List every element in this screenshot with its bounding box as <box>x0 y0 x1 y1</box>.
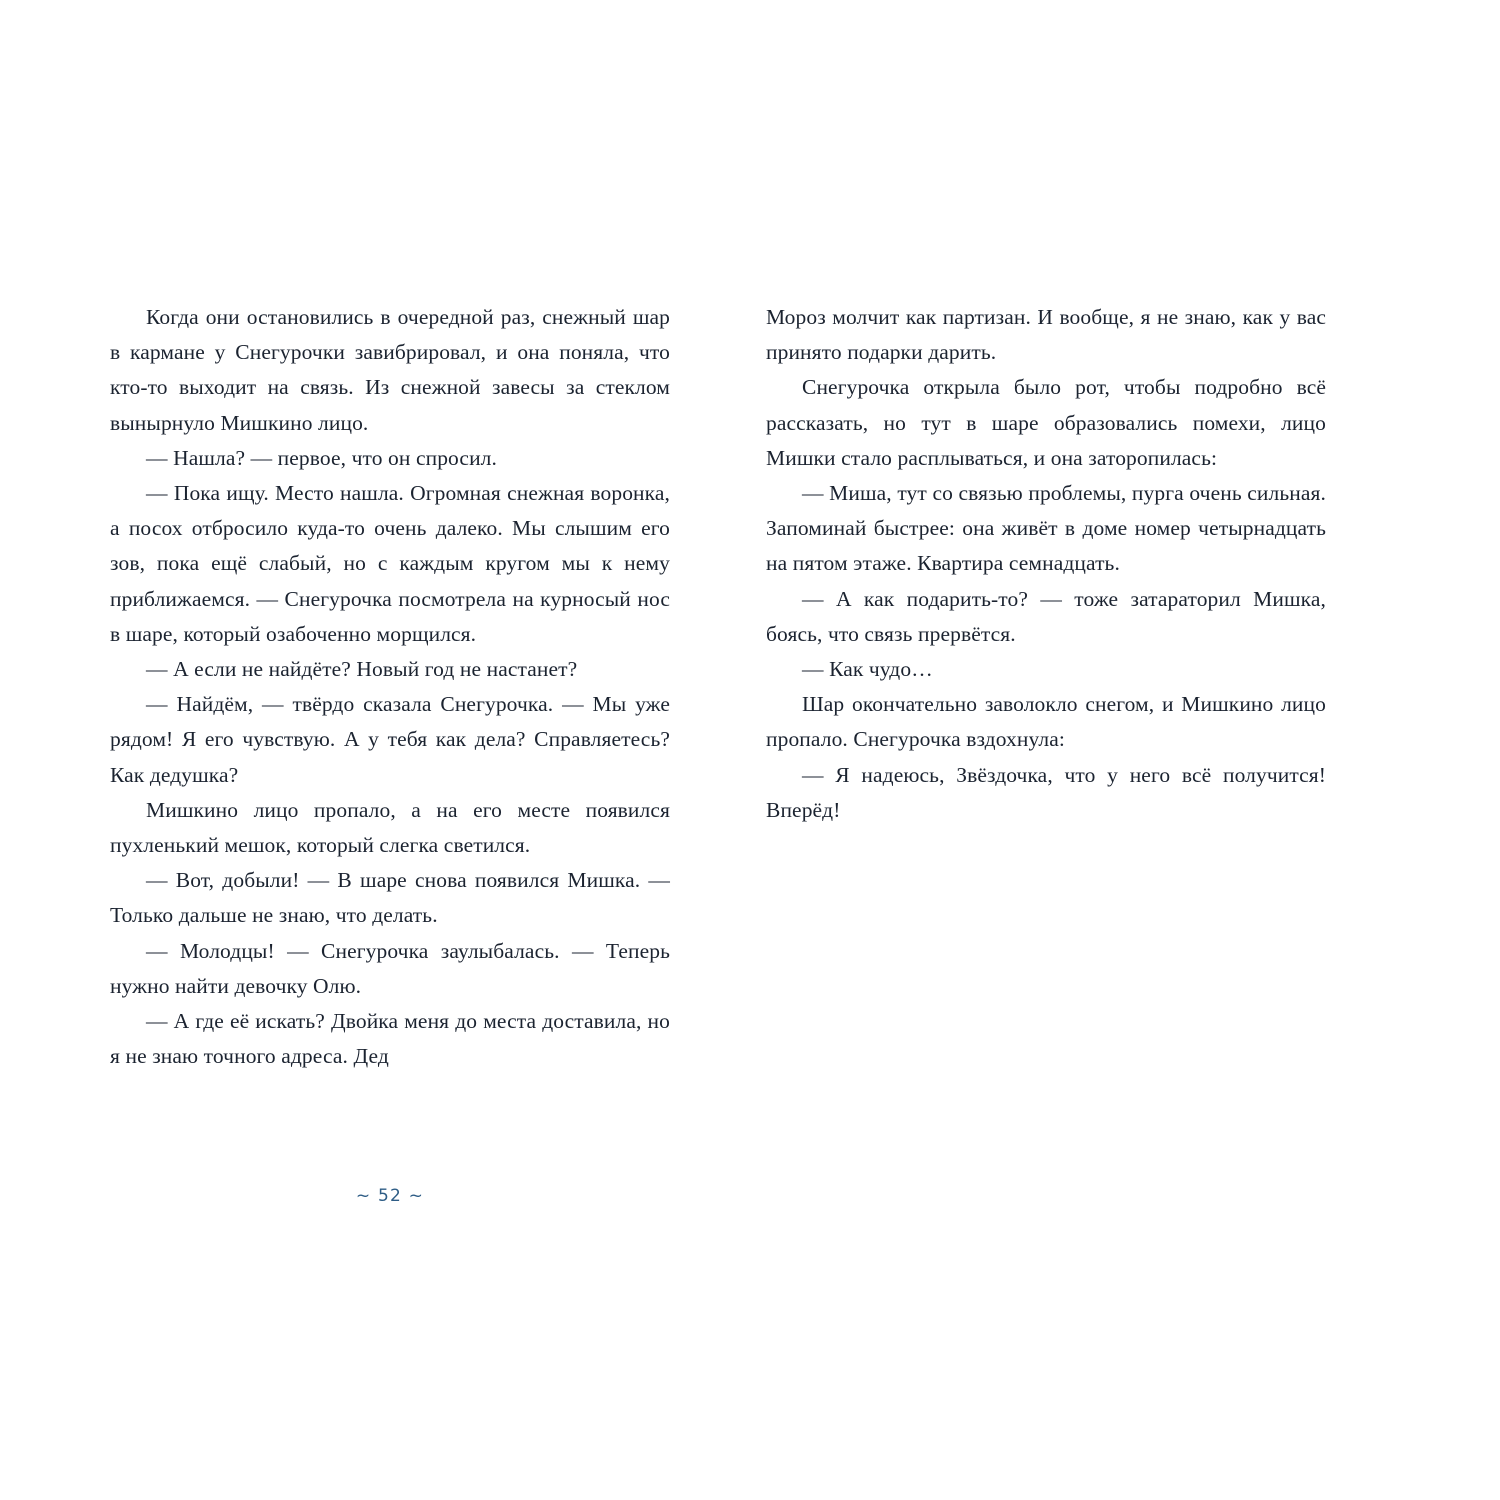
paragraph: Снегурочка открыла было рот, чтобы подробно всё рассказать, но тут в шаре образовались помехи, лицо Мишки стало расплываться, и она заторопилась: <box>766 375 1326 470</box>
paragraph: Мишкино лицо пропало, а на его месте появился пухленький мешок, который слегка светился. <box>110 797 670 858</box>
paragraph: — Нашла? — первое, что он спросил. <box>146 445 497 470</box>
paragraph: — Я надеюсь, Звёздочка, что у него всё получится! Вперёд! <box>766 762 1326 822</box>
page-number: ~ 52 ~ <box>355 1186 425 1206</box>
left-text-column <box>110 300 670 1074</box>
two-column-text-spread <box>110 300 1400 1074</box>
paragraph: — Молодцы! — Снегурочка заулыбалась. — Теперь нужно найти девочку Олю. <box>110 938 670 998</box>
paragraph: — Найдём, — твёрдо сказала Снегурочка. — Мы уже рядом! Я его чувствую. А у тебя как дела? Справляетесь? Как дедушка? <box>110 692 670 787</box>
paragraph: — Вот, добыли! — В шаре снова появился Мишка. — Только дальше не знаю, что делать. <box>110 868 670 928</box>
paragraph: Когда они остановились в очередной раз, снежный шар в кармане у Снегурочки завибрировал, и она поняла, что кто-то выходит на связь. Из снежной завесы за стеклом вынырнуло Мишкино лицо. <box>110 305 670 435</box>
paragraph: — Как чудо… <box>802 657 933 682</box>
paragraph: — Миша, тут со связью проблемы, пурга очень сильная. Запоминай быстрее: она живёт в доме номер четырнадцать на пятом этаже. Квартира семнадцать. <box>766 481 1326 576</box>
paragraph: — Пока ищу. Место нашла. Огромная снежная воронка, а посох отбросило куда-то очень далеко. Мы слышим его зов, пока ещё слабый, но с каждым кругом мы к нему приближаемся. — Снегурочка посмотрела на курносый нос в шаре, который озабоченно морщился. <box>110 481 670 646</box>
paragraph: Шар окончательно заволокло снегом, и Мишкино лицо пропало. Снегурочка вздохнула: <box>766 692 1326 752</box>
paragraph: Мороз молчит как партизан. И вообще, я не знаю, как у вас принято подарки дарить. <box>766 305 1326 365</box>
paragraph: — А как подарить-то? — тоже затараторил Мишка, боясь, что связь прервётся. <box>766 586 1326 646</box>
paragraph: — А если не найдёте? Новый год не настанет? <box>146 657 578 682</box>
paragraph: — А где её искать? Двойка меня до места доставила, но я не знаю точного адреса. Дед <box>110 1009 670 1069</box>
right-text-column <box>766 300 1326 1074</box>
